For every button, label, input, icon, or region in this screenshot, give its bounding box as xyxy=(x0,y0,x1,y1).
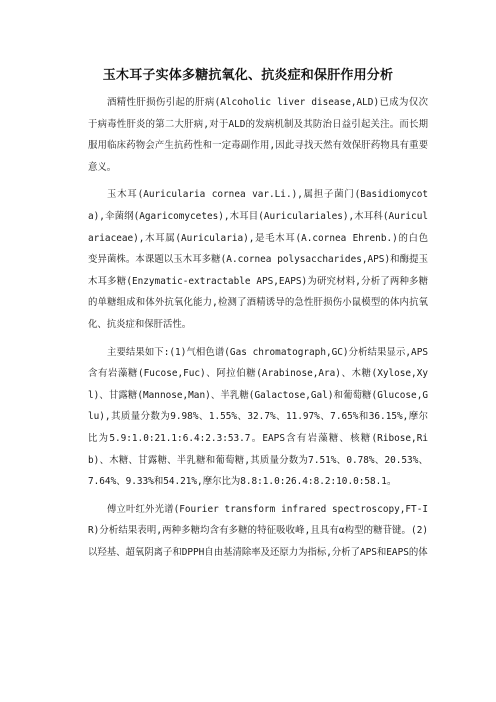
document-title: 玉木耳子实体多糖抗氧化、抗炎症和保肝作用分析 xyxy=(102,68,394,83)
paragraph-results-ftir: 傅立叶红外光谱(Fourier transform infrared spectroscopy,FT-IR)分析结果表明,两种多糖均含有多糖的特征吸收峰,且具有α构型的糖苷键。(2)以羟基、超氧阴离子和DPPH自由基清除率及还原力为指标,分析了APS和EAPS的体 xyxy=(88,503,428,558)
paragraph-results-gc: 主要结果如下:(1)气相色谱(Gas chromatograph,GC)分析结果显示,APS含有岩藻糖(Fucose,Fuc)、阿拉伯糖(Arabinose,Ara)、木糖(Xylose,Xyl)、甘露糖(Mannose,Man)、半乳糖(Galactose,Gal)和葡萄糖(Glucose,Glu),其质量分数为9.98%、1.55%、32.7%、11.97%、7.65%和36.15%,摩尔比为5.9:1.0:21.1:6.4:2.3:53.7。EAPS含有岩藻糖、核糖(Ribose,Rib)、木糖、甘露糖、半乳糖和葡萄糖,其质量分数为7.51%、0.78%、20.53%、7.64%、9.33%和54.21%,摩尔比为8.8:1.0:26.4:8.2:10.0:58.1。 xyxy=(88,346,428,488)
paragraph-material: 玉木耳(Auricularia cornea var.Li.),属担子菌门(Basidiomycota),伞菌纲(Agaricomycetes),木耳目(Auriculariales),木耳科(Auriculariaceae),木耳属(Auricularia),是毛木耳(A.cornea Ehrenb.)的白色变异菌株。本课题以玉木耳多糖(A.cornea polysaccharides,APS)和酶提玉木耳多糖(Enzymatic-extractable APS,EAPS)为研究材料,分析了两种多糖的单糖组成和体外抗氧化能力,检测了酒精诱导的急性肝损伤小鼠模型的体内抗氧化、抗炎症和保肝活性。 xyxy=(88,189,428,330)
document-body xyxy=(88,92,428,569)
paragraph-intro: 酒精性肝损伤引起的肝病(Alcoholic liver disease,ALD)已成为仅次于病毒性肝炎的第二大肝病,对于ALD的发病机制及其防治日益引起关注。而长期服用临床药物会产生抗药性和一定毒副作用,因此寻找天然有效保肝药物具有重要意义。 xyxy=(88,97,428,173)
